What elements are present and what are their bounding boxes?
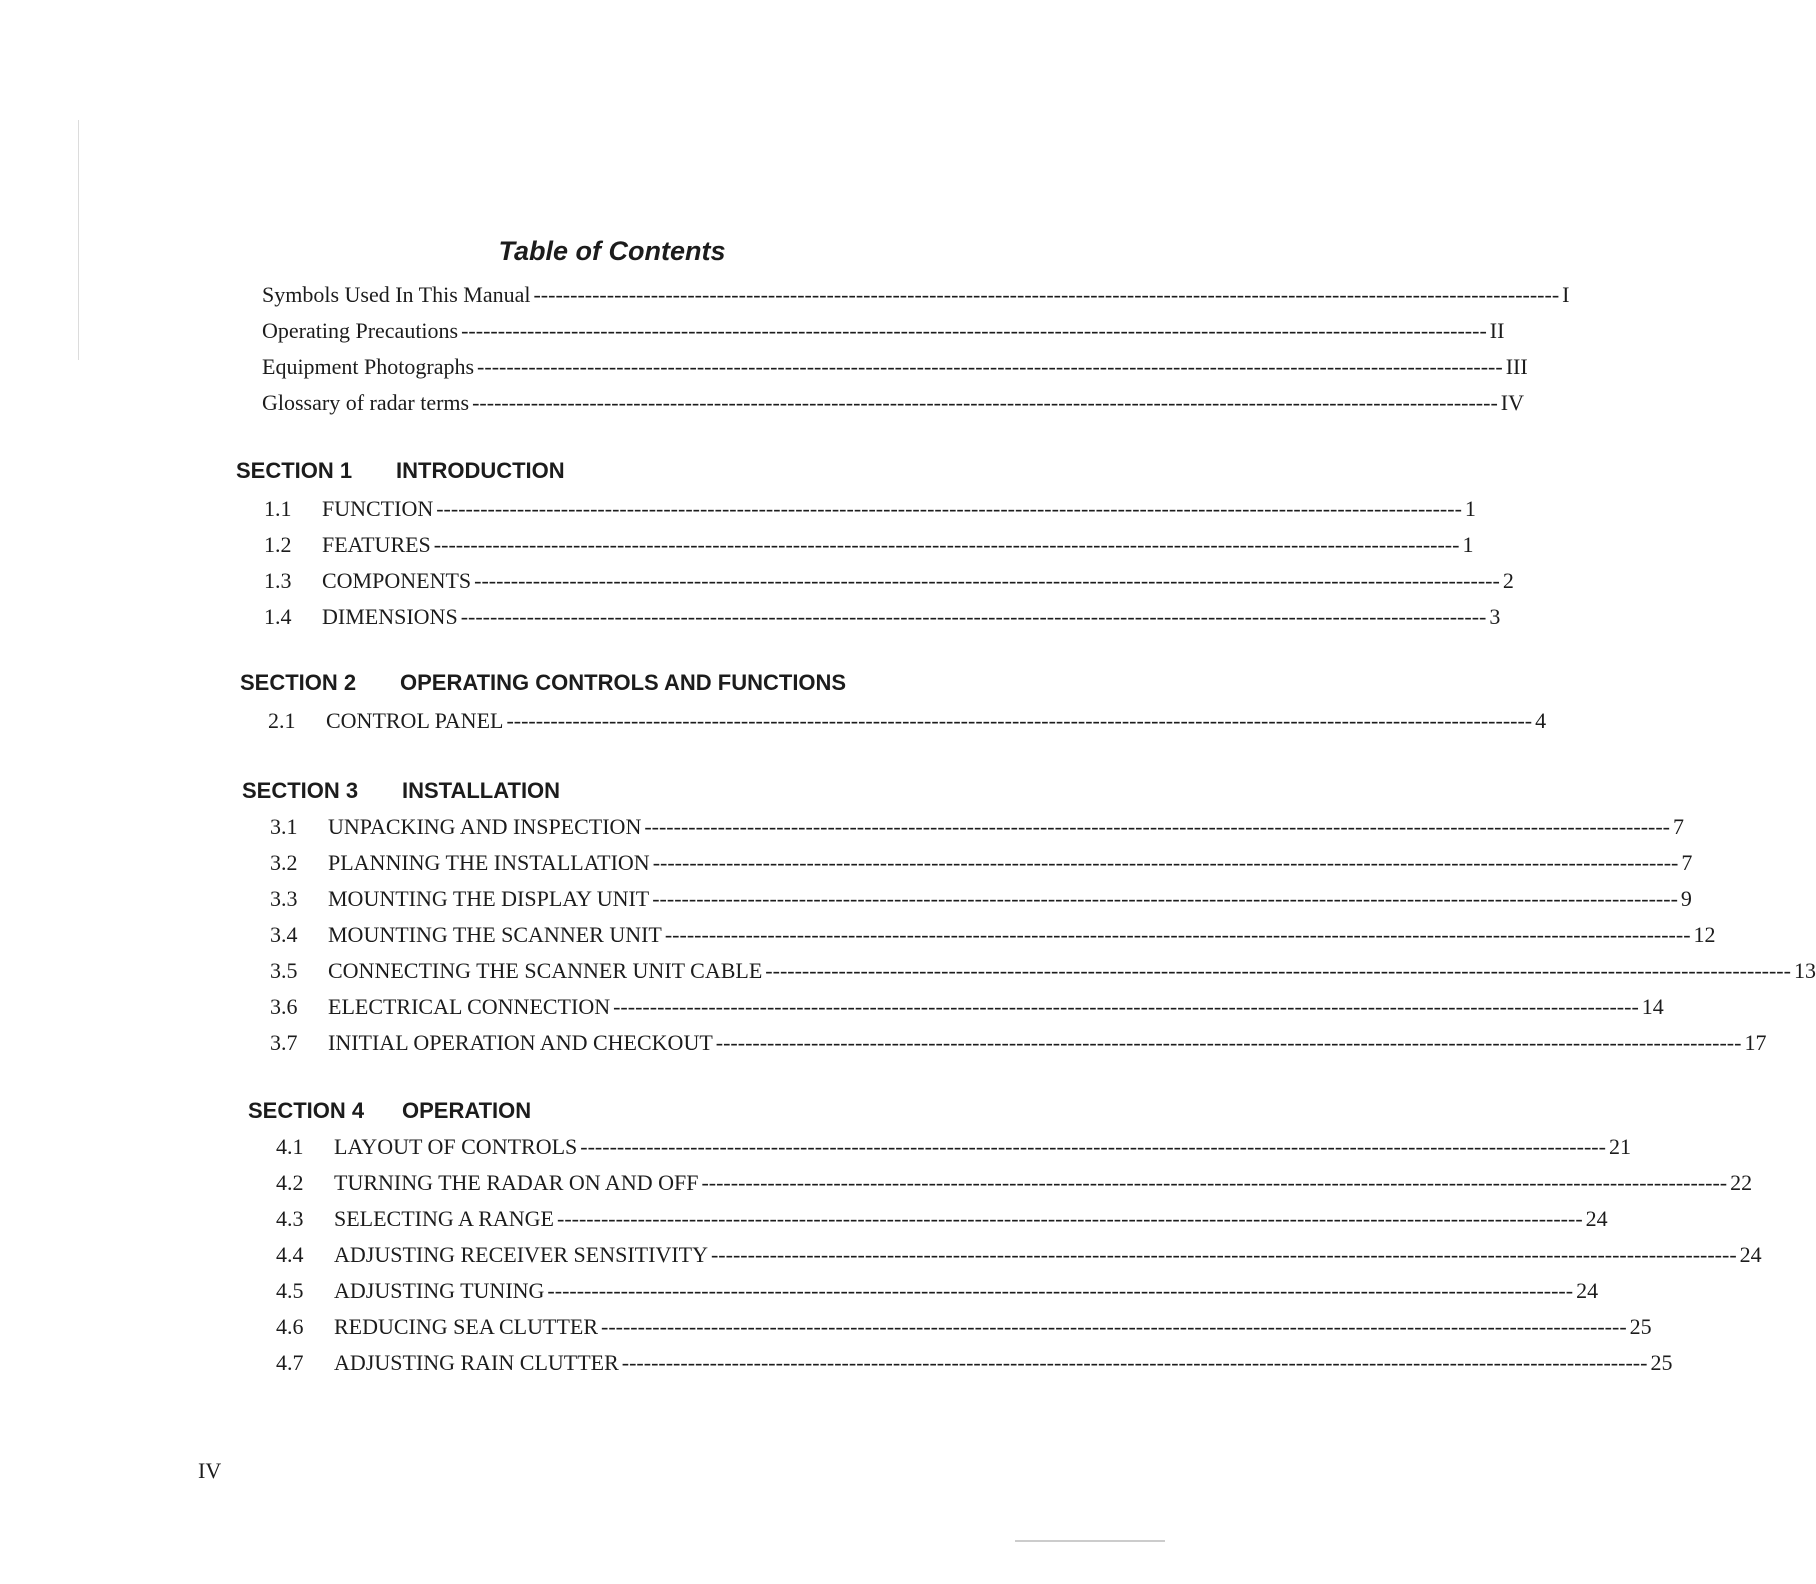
footer-page-number: IV [198,1458,222,1483]
dot-leader: -------------------------------------------------------------------------------------------------------------------------------------------- [506,708,1533,733]
entry-number: 4.3 [276,1206,304,1231]
dot-leader: -------------------------------------------------------------------------------------------------------------------------------------------- [701,1170,1728,1195]
toc-entry [276,1204,1608,1232]
entry-label: ELECTRICAL CONNECTION [328,994,611,1019]
entry-number: 1.2 [264,532,292,557]
entry-label: ADJUSTING TUNING [334,1278,545,1303]
entry-page: 22 [1730,1170,1753,1195]
toc-entry [270,812,1684,840]
dot-leader: -------------------------------------------------------------------------------------------------------------------------------------------- [557,1206,1583,1231]
entry-label: FUNCTION [322,496,434,521]
toc-entry [276,1240,1762,1268]
toc-entry [262,280,1570,308]
dot-leader: -------------------------------------------------------------------------------------------------------------------------------------------- [664,922,1691,947]
dot-leader: -------------------------------------------------------------------------------------------------------------------------------------------- [715,1030,1742,1055]
section-heading [248,1098,531,1124]
section-title: INSTALLATION [402,778,561,803]
entry-number: 4.1 [276,1134,304,1159]
entry-label: LAYOUT OF CONTROLS [334,1134,578,1159]
dot-leader: -------------------------------------------------------------------------------------------------------------------------------------------- [601,1314,1627,1339]
entry-label: Glossary of radar terms [262,390,470,415]
entry-page: 3 [1489,604,1501,629]
entry-number: 3.3 [270,886,298,911]
entry-number: 1.3 [264,568,292,593]
toc-entry [270,920,1716,948]
entry-page: 24 [1576,1278,1599,1303]
entry-page: 21 [1608,1134,1631,1159]
entry-page: 9 [1680,886,1692,911]
entry-page: 12 [1693,922,1716,947]
entry-label: TURNING THE RADAR ON AND OFF [334,1170,699,1195]
entry-number: 4.4 [276,1242,304,1267]
dot-leader: -------------------------------------------------------------------------------------------------------------------------------------------- [644,814,1670,839]
entry-label: SELECTING A RANGE [334,1206,554,1231]
entry-page: 1 [1464,496,1476,521]
toc-entry [262,316,1505,344]
entry-page: 2 [1502,568,1514,593]
dot-leader: -------------------------------------------------------------------------------------------------------------------------------------------- [621,1350,1648,1375]
toc-entry [270,1028,1767,1056]
entry-page: II [1489,318,1505,343]
dot-leader: -------------------------------------------------------------------------------------------------------------------------------------------- [710,1242,1737,1267]
section-heading [242,778,560,804]
entry-number: 2.1 [268,708,296,733]
dot-leader: -------------------------------------------------------------------------------------------------------------------------------------------- [580,1134,1606,1159]
entry-label: Symbols Used In This Manual [262,282,531,307]
entry-label: Operating Precautions [262,318,459,343]
entry-number: 3.2 [270,850,298,875]
toc-entry [264,602,1501,630]
toc-entry [264,566,1514,594]
dot-leader: -------------------------------------------------------------------------------------------------------------------------------------------- [765,958,1791,983]
toc-entry [276,1276,1599,1304]
entry-page: 24 [1585,1206,1608,1231]
dot-leader: -------------------------------------------------------------------------------------------------------------------------------------------- [477,354,1503,379]
section-number: SECTION 1 [236,458,353,483]
entry-page: 7 [1673,814,1684,839]
entry-label: CONTROL PANEL [326,708,504,733]
entry-number: 3.5 [270,958,298,983]
entry-label: ADJUSTING RAIN CLUTTER [334,1350,619,1375]
entry-label: MOUNTING THE SCANNER UNIT [328,922,662,947]
toc-entry [264,494,1476,522]
entry-label: Equipment Photographs [262,354,475,379]
dot-leader: -------------------------------------------------------------------------------------------------------------------------------------------- [461,318,1487,343]
entry-page: I [1562,282,1570,307]
dot-leader: -------------------------------------------------------------------------------------------------------------------------------------------- [652,850,1679,875]
toc-entry [262,352,1528,380]
entry-page: 14 [1641,994,1664,1019]
entry-page: 25 [1629,1314,1652,1339]
dot-leader: -------------------------------------------------------------------------------------------------------------------------------------------- [613,994,1639,1019]
section-number: SECTION 3 [242,778,359,803]
dot-leader: -------------------------------------------------------------------------------------------------------------------------------------------- [433,532,1460,557]
entry-label: COMPONENTS [322,568,472,593]
scan-artifact-bottom-right [1015,1540,1165,1542]
entry-label: FEATURES [322,532,431,557]
entry-page: IV [1500,390,1524,415]
entry-label: PLANNING THE INSTALLATION [328,850,650,875]
entry-page: 25 [1650,1350,1673,1375]
entry-page: 17 [1744,1030,1767,1055]
section-heading [240,670,846,696]
entry-number: 4.7 [276,1350,304,1375]
section-number: SECTION 2 [240,670,357,695]
entry-number: 3.7 [270,1030,298,1055]
dot-leader: -------------------------------------------------------------------------------------------------------------------------------------------- [460,604,1487,629]
toc-entry [262,388,1524,416]
section-title: OPERATION [402,1098,532,1123]
entry-label: REDUCING SEA CLUTTER [334,1314,598,1339]
entry-label: MOUNTING THE DISPLAY UNIT [328,886,650,911]
toc-entry [268,706,1547,734]
entry-number: 4.2 [276,1170,304,1195]
entry-page: 1 [1462,532,1474,557]
entry-number: 4.5 [276,1278,304,1303]
entry-number: 4.6 [276,1314,304,1339]
dot-leader: -------------------------------------------------------------------------------------------------------------------------------------------- [547,1278,1574,1303]
entry-number: 1.1 [264,496,292,521]
entry-number: 1.4 [264,604,292,629]
section-heading [236,458,565,484]
entry-label: UNPACKING AND INSPECTION [328,814,642,839]
entry-number: 3.6 [270,994,298,1019]
entry-page: 4 [1535,708,1547,733]
toc-entry [270,956,1816,984]
toc-title: Table of Contents [498,236,726,266]
entry-label: DIMENSIONS [322,604,458,629]
dot-leader: -------------------------------------------------------------------------------------------------------------------------------------------- [472,390,1498,415]
entry-page: 13 [1793,958,1816,983]
entry-number: 3.1 [270,814,298,839]
toc-entry [276,1132,1631,1160]
entry-label: ADJUSTING RECEIVER SENSITIVITY [334,1242,708,1267]
entry-label: CONNECTING THE SCANNER UNIT CABLE [328,958,763,983]
section-number: SECTION 4 [248,1098,365,1123]
section-title: INTRODUCTION [396,458,565,483]
entry-label: INITIAL OPERATION AND CHECKOUT [328,1030,713,1055]
entry-number: 3.4 [270,922,298,947]
toc-entry [264,530,1474,558]
dot-leader: -------------------------------------------------------------------------------------------------------------------------------------------- [533,282,1560,307]
dot-leader: -------------------------------------------------------------------------------------------------------------------------------------------- [474,568,1500,593]
toc-entry [276,1312,1652,1340]
section-title: OPERATING CONTROLS AND FUNCTIONS [400,670,847,695]
toc-entry [276,1348,1673,1376]
dot-leader: -------------------------------------------------------------------------------------------------------------------------------------------- [436,496,1462,521]
entry-page: 7 [1681,850,1693,875]
toc-entry [270,848,1693,876]
dot-leader: -------------------------------------------------------------------------------------------------------------------------------------------- [652,886,1678,911]
toc-entry [270,992,1664,1020]
toc-entry [276,1168,1753,1196]
entry-page: 24 [1739,1242,1762,1267]
entry-page: III [1505,354,1528,379]
toc-entry [270,884,1692,912]
